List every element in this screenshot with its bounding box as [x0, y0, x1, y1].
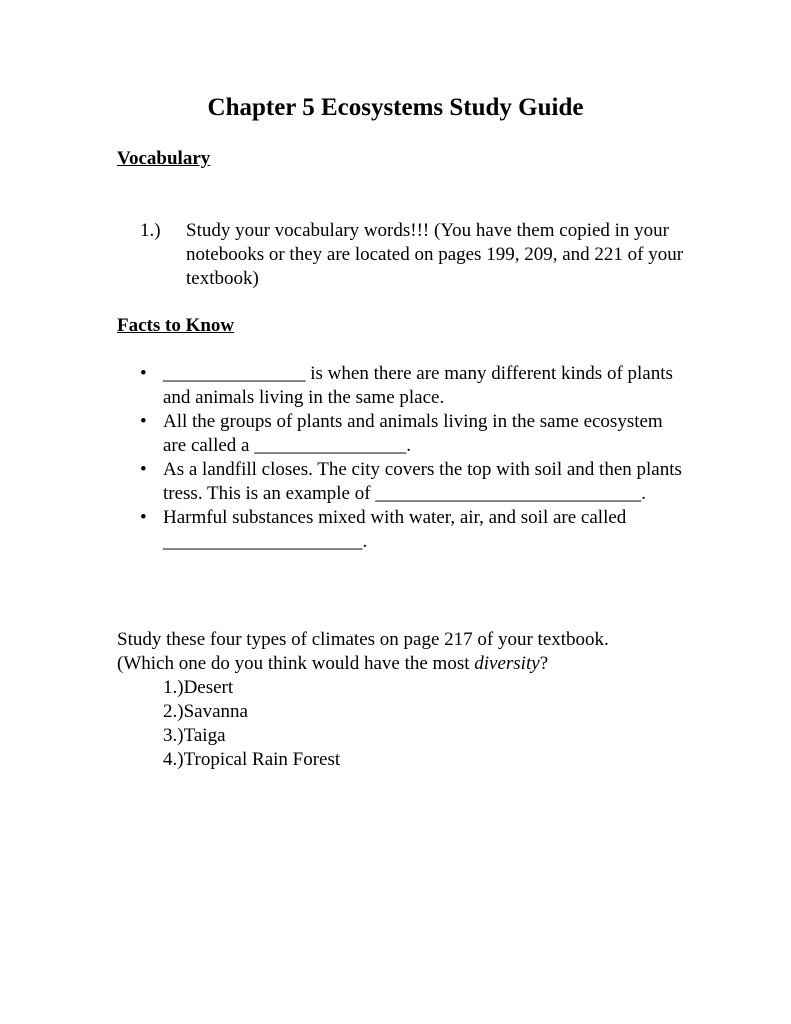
- climates-list: [163, 676, 340, 772]
- fact-text: As a landfill closes. The city covers the top with soil and then plants tress. This is an example of ____________________________.: [163, 459, 682, 504]
- climate-item-desert: 1.)Desert: [163, 677, 234, 698]
- bullet-icon: •: [140, 363, 147, 384]
- climates-intro-line2: [117, 652, 697, 676]
- climates-intro-line2-start: (Which one do you think would have the most: [117, 653, 475, 674]
- vocabulary-heading: Vocabulary: [117, 148, 211, 169]
- facts-list: [140, 362, 700, 554]
- bullet-icon: •: [140, 411, 147, 432]
- vocabulary-item: [140, 219, 700, 291]
- fact-item: [140, 458, 683, 506]
- vocabulary-item-number: 1.): [140, 220, 161, 241]
- bullet-icon: •: [140, 459, 147, 480]
- bullet-icon: •: [140, 507, 147, 528]
- climates-intro-line2-end: ?: [539, 653, 549, 674]
- vocabulary-item-text: Study your vocabulary words!!! (You have them copied in your notebooks or they are located on pages 199, 209, and 221 of your textbook): [186, 220, 684, 289]
- climates-intro-line1: Study these four types of climates on page 217 of your textbook.: [117, 629, 609, 650]
- climate-item-tropical-rain-forest: 4.)Tropical Rain Forest: [163, 749, 341, 770]
- diversity-word: diversity: [474, 653, 540, 674]
- fact-item: [140, 362, 683, 410]
- climates-intro: [117, 628, 697, 676]
- climate-item-taiga: 3.)Taiga: [163, 725, 226, 746]
- climate-item-savanna: 2.)Savanna: [163, 701, 248, 722]
- fact-text: All the groups of plants and animals living in the same ecosystem are called a ________________.: [163, 411, 663, 456]
- fact-item: [140, 410, 683, 458]
- fact-text: Harmful substances mixed with water, air, and soil are called _____________________.: [163, 507, 627, 552]
- fact-item: [140, 506, 683, 554]
- fact-text: _______________ is when there are many different kinds of plants and animals living in the same place.: [163, 363, 673, 408]
- page-title: Chapter 5 Ecosystems Study Guide: [207, 94, 584, 121]
- facts-heading: Facts to Know: [117, 315, 235, 336]
